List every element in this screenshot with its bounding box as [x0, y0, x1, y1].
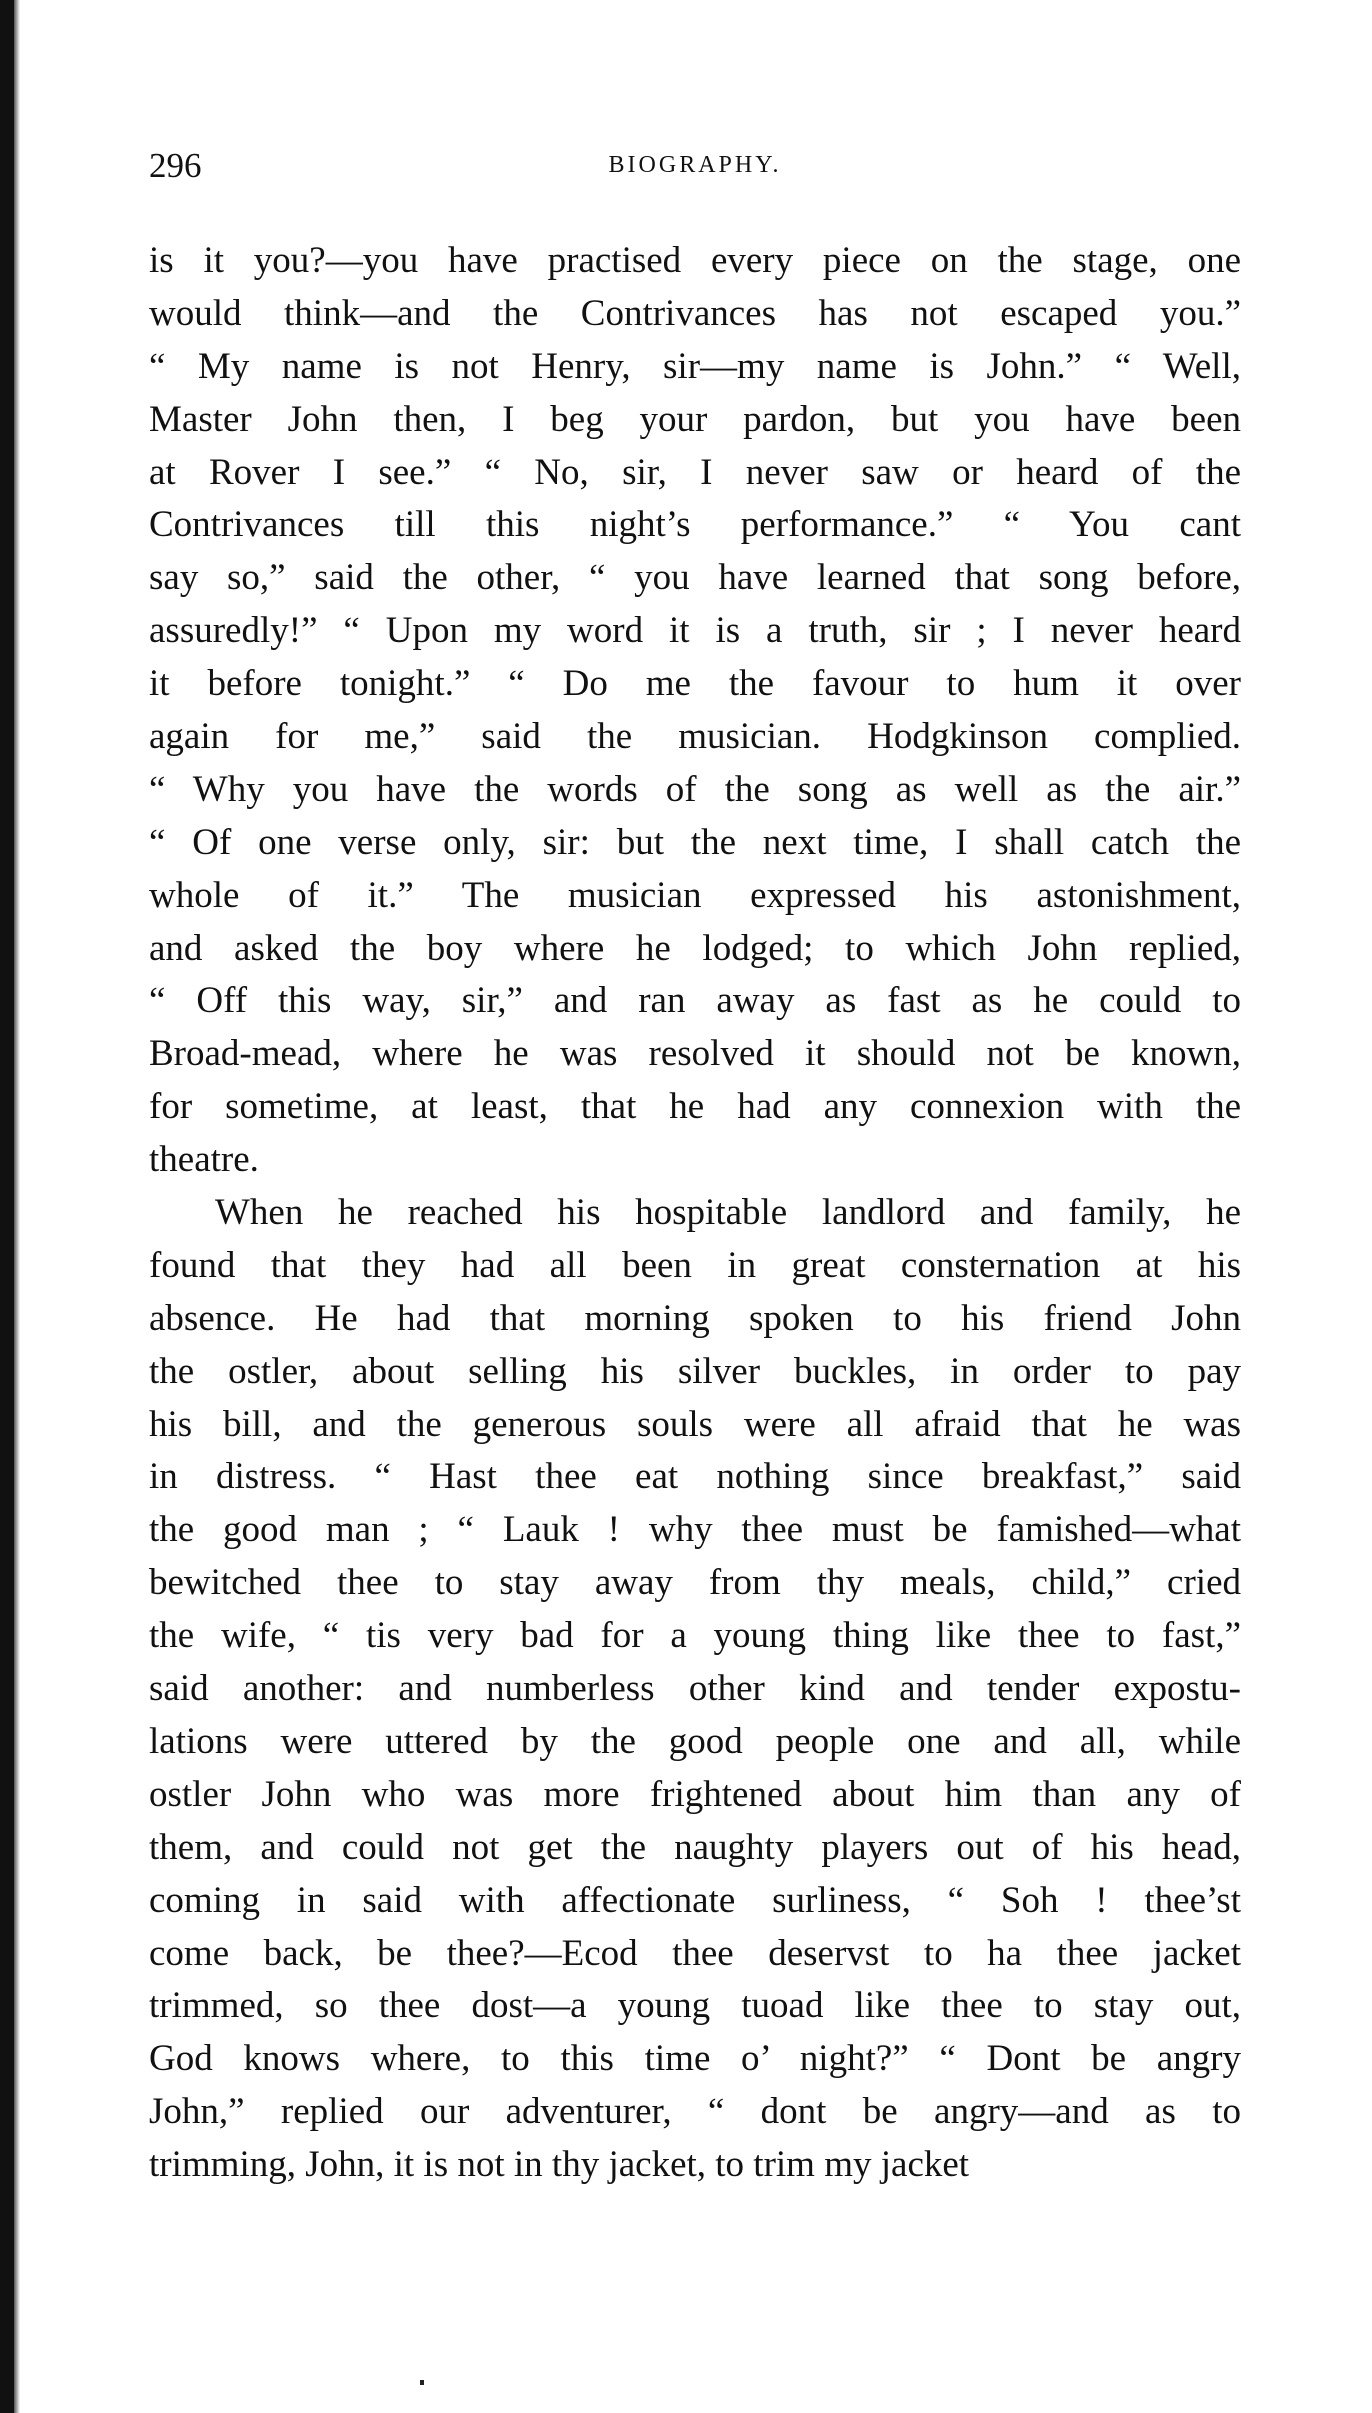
text-line: his bill, and the generous souls were all afraid that he was: [149, 1403, 1241, 1445]
scan-speck: [420, 2380, 424, 2385]
text-line: for sometime, at least, that he had any connexion with the: [149, 1086, 1241, 1128]
text-line: assuredly!” “ Upon my word it is a truth, sir ; I never heard: [149, 610, 1241, 652]
text-line: “ My name is not Henry, sir—my name is John.” “ Well,: [149, 345, 1241, 387]
text-line: is it you?—you have practised every piece on the stage, one: [149, 240, 1241, 281]
text-line: “ Off this way, sir,” and ran away as fast as he could to: [149, 980, 1241, 1022]
text-line: whole of it.” The musician expressed his astonishment,: [149, 874, 1241, 916]
text-line: Master John then, I beg your pardon, but you have been: [149, 398, 1241, 440]
page-header: [149, 146, 1241, 190]
text-line: lations were uttered by the good people one and all, while: [149, 1720, 1241, 1762]
text-line: at Rover I see.” “ No, sir, I never saw or heard of the: [149, 451, 1241, 493]
text-line: the wife, “ tis very bad for a young thing like thee to fast,”: [149, 1615, 1241, 1657]
text-line: When he reached his hospitable landlord and family, he: [215, 1192, 1241, 1234]
text-line: say so,” said the other, “ you have learned that song before,: [149, 557, 1241, 599]
text-line: them, and could not get the naughty players out of his head,: [149, 1826, 1241, 1868]
text-line: it before tonight.” “ Do me the favour to hum it over: [149, 663, 1241, 705]
text-line: God knows where, to this time o’ night?” “ Dont be angry: [149, 2038, 1241, 2080]
text-line: theatre.: [149, 1139, 259, 1181]
text-line: trimmed, so thee dost—a young tuoad like thee to stay out,: [149, 1985, 1241, 2027]
text-line: absence. He had that morning spoken to his friend John: [149, 1297, 1241, 1339]
text-line: Broad-mead, where he was resolved it should not be known,: [149, 1033, 1241, 1075]
text-line: “ Why you have the words of the song as well as the air.”: [149, 768, 1241, 810]
text-line: again for me,” said the musician. Hodgkinson complied.: [149, 716, 1241, 758]
scan-binding-edge: [0, 0, 14, 2413]
page-body-text: [149, 235, 1241, 2192]
text-line: coming in said with affectionate surliness, “ Soh ! thee’st: [149, 1879, 1241, 1921]
text-line: come back, be thee?—Ecod thee deservst to ha thee jacket: [149, 1932, 1241, 1974]
text-line: and asked the boy where he lodged; to which John replied,: [149, 927, 1241, 969]
text-line: the good man ; “ Lauk ! why thee must be famished—what: [149, 1509, 1241, 1551]
text-line: would think—and the Contrivances has not escaped you.”: [149, 292, 1241, 334]
page-number: 296: [149, 146, 202, 185]
text-line: ostler John who was more frightened about him than any of: [149, 1773, 1241, 1815]
text-line: bewitched thee to stay away from thy meals, child,” cried: [149, 1562, 1241, 1604]
text-line: “ Of one verse only, sir: but the next time, I shall catch the: [149, 821, 1241, 863]
running-title: BIOGRAPHY.: [608, 152, 782, 178]
text-line: said another: and numberless other kind and tender expostu-: [149, 1668, 1241, 1710]
text-line: the ostler, about selling his silver buckles, in order to pay: [149, 1350, 1241, 1392]
text-line: found that they had all been in great consternation at his: [149, 1244, 1241, 1286]
text-line: Contrivances till this night’s performance.” “ You cant: [149, 504, 1241, 546]
text-line: in distress. “ Hast thee eat nothing since breakfast,” said: [149, 1456, 1241, 1498]
text-line: trimming, John, it is not in thy jacket, to trim my jacket: [149, 2144, 970, 2186]
text-line: John,” replied our adventurer, “ dont be angry—and as to: [149, 2091, 1241, 2133]
scan-edge-shadow: [14, 0, 20, 2413]
